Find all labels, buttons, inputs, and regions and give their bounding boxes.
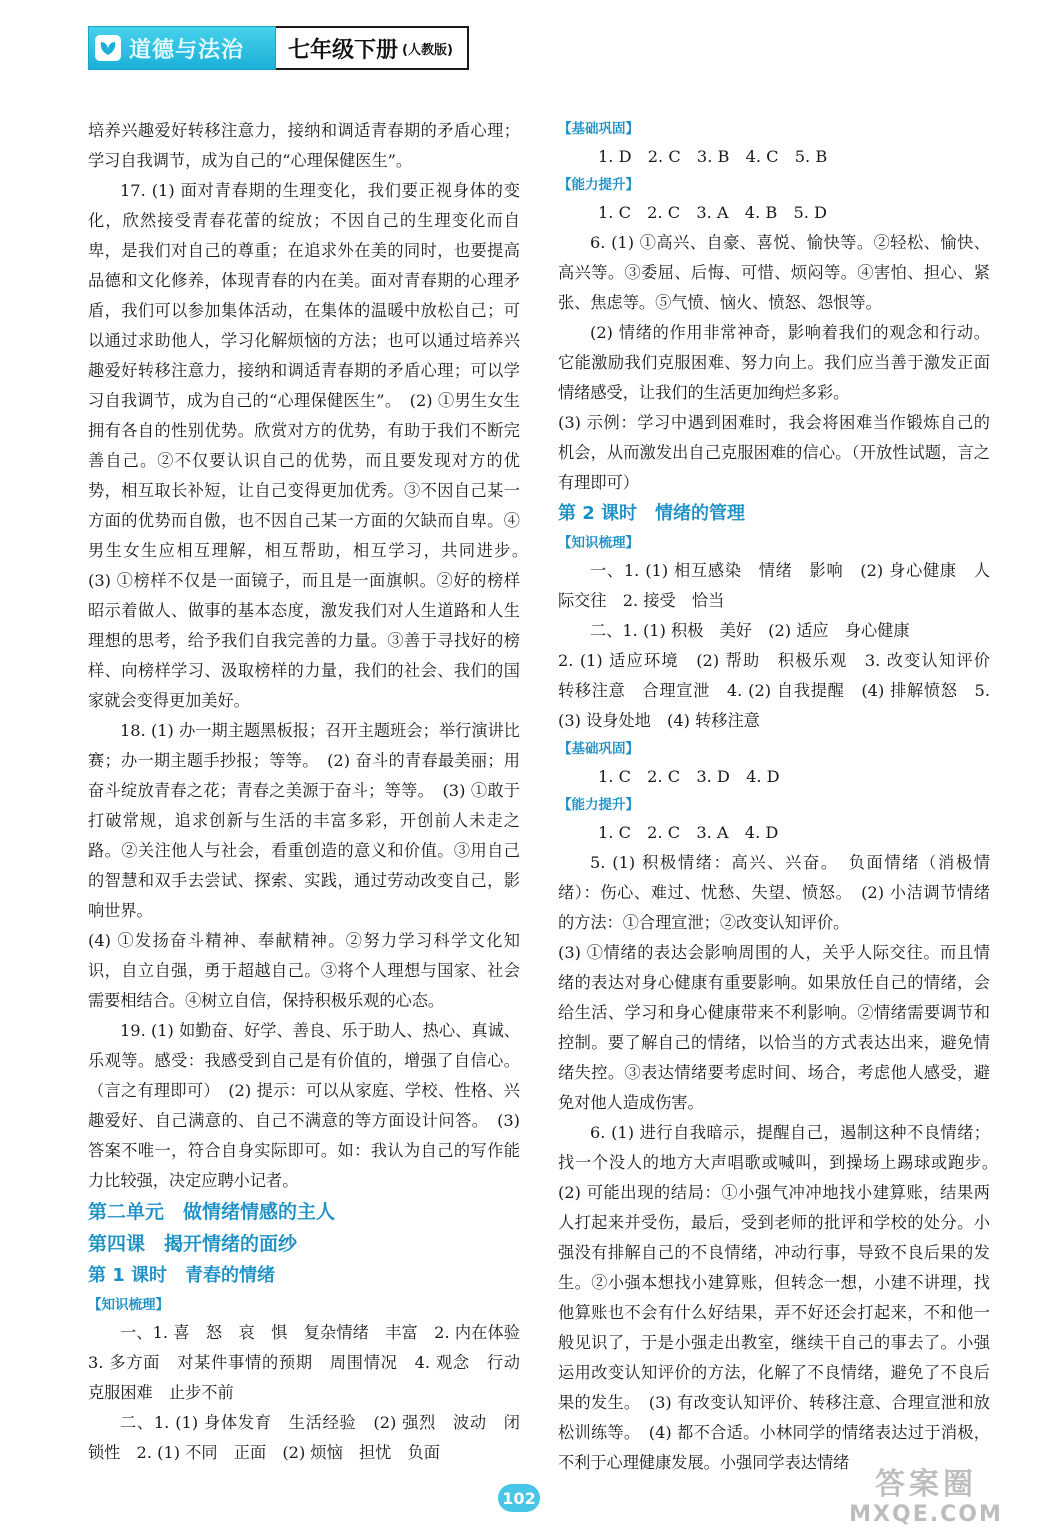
edition-label: (人教版) (402, 42, 453, 58)
answer-paragraph: 18. (1) 办一期主题黑板报；召开主题班会；举行演讲比赛；办一期主题手抄报；等等。 (2) 奋斗的青春最美丽；用奋斗绽放青春之花；青春之美源于奋斗；等等。 (3) ①敢于打破常规，追求创新与生活的丰富多彩，开创前人未走之路。②关注他人与社会，看重创造的意义和价值。③用自己的智慧和双手去尝试、探索、实践，通过劳动改变自己，影响世界。 (88, 721, 520, 920)
leaf-icon (95, 35, 121, 61)
answer-paragraph: (3) ①情绪的表达会影响周围的人，关乎人际交往。而且情绪的表达对身心健康有重要影响。如果放任自己的情绪，会给生活、学习和身心健康带来不利影响。②情绪需要调节和控制。要了解自己的情绪，以恰当的方式表达出来，避免情绪失控。③表达情绪要考虑时间、场合，考虑他人感受，避免对他人造成伤害。 (558, 943, 990, 1112)
page-number: 102 (498, 1484, 540, 1512)
grade-banner (276, 26, 469, 70)
answer-paragraph: 6. (1) ①高兴、自豪、喜悦、愉快等。②轻松、愉快、高兴等。③委屈、后悔、可惜、烦闷等。④害怕、担心、紧张、焦虑等。⑤气愤、恼火、愤怒、怨恨等。 (558, 233, 990, 312)
answer-paragraph: (2) 情绪的作用非常神奇，影响着我们的观念和行动。它能激励我们克服困难、努力向上。我们应当善于激发正面情绪感受，让我们的生活更加绚烂多彩。 (558, 323, 990, 402)
section-label: 【知识梳理】 (558, 535, 639, 551)
answer-paragraph: 6. (1) 进行自我暗示，提醒自己，遏制这种不良情绪；找一个没人的地方大声唱歌或喊叫，到操场上踢球或跑步。 (2) 可能出现的结局：①小强气冲冲地找小建算账，结果两人打起来并受伤，最后，受到老师的批评和学校的处分。小强没有排解自己的不良情绪，冲动行事，导致不良后果的发生。②小强本想找小建算账，但转念一想，小建不讲理，找他算账也不会有什么好结果，弄不好还会打起来，不和他一般见识了，于是小强走出教室，继续干自己的事去了。小强运用改变认知评价的方法，化解了不良情绪，避免了不良后果的发生。 (3) 有改变认知评价、转移注意、合理宣泄和放松训练等。 (4) 都不合适。小林同学的情绪表达过于消极，不利于心理健康发展。小强同学表达情绪 (558, 1123, 1007, 1472)
period-heading: 第 2 课时 情绪的管理 (558, 503, 746, 524)
answer-paragraph: 培养兴趣爱好转移注意力，接纳和调适青春期的矛盾心理；学习自我调节，成为自己的“心理保健医生”。 (88, 121, 520, 170)
section-label: 【能力提升】 (558, 797, 639, 813)
left-column (88, 116, 537, 1468)
watermark-logo (846, 1467, 1006, 1530)
answer-line: 1. C 2. C 3. A 4. D (598, 823, 779, 842)
answer-paragraph: 二、1. (1) 身体发育 生活经验 (2) 强烈 波动 闭锁性 2. (1) 不同 正面 (2) 烦恼 担忧 负面 (88, 1413, 520, 1462)
section-label: 【基础巩固】 (558, 121, 639, 137)
answer-line: 1. C 2. C 3. D 4. D (598, 767, 780, 786)
section-label: 【能力提升】 (558, 177, 639, 193)
watermark-text: 答案圈 (875, 1467, 977, 1502)
answer-line: 1. C 2. C 3. A 4. B 5. D (598, 203, 828, 222)
answer-paragraph: 5. (1) 积极情绪：高兴、兴奋。 负面情绪（消极情绪）：伤心、难过、忧愁、失望、愤怒。 (2) 小洁调节情绪的方法：①合理宣泄；②改变认知评价。 (558, 853, 990, 932)
answer-paragraph: 2. (1) 适应环境 (2) 帮助 积极乐观 3. 改变认知评价 转移注意 合理宣泄 4. (2) 自我提醒 (4) 排解愤怒 5. (3) 设身处地 (4) 转移注意 (558, 651, 1007, 730)
section-label: 【知识梳理】 (88, 1297, 169, 1313)
unit-heading: 第二单元 做情绪情感的主人 (88, 1201, 336, 1223)
subject-banner (88, 26, 276, 70)
answer-paragraph: 17. (1) 面对青春期的生理变化，我们要正视身体的变化，欣然接受青春花蕾的绽放；不因自己的生理变化而自卑，是我们对自己的尊重；在追求外在美的同时，也要提高品德和文化修养，体现青春的内在美。面对青春期的心理矛盾，我们可以参加集体活动，在集体的温暖中放松自己；可以通过求助他人，学习化解烦恼的方法；也可以通过培养兴趣爱好转移注意力，接纳和调适青春期的矛盾心理；可以学习自我调节，成为自己的“心理保健医生”。 (2) ①男生女生拥有各自的性别优势。欣赏对方的优势，有助于我们不断完善自己。②不仅要认识自己的优势，而且要发现对方的优势，相互取长补短，让自己变得更加优秀。③不因自己某一方面的优势而自傲，也不因自己某一方面的欠缺而自卑。④男生女生应相互理解，相互帮助，相互学习，共同进步。 (3) ①榜样不仅是一面镜子，而且是一面旗帜。②好的榜样昭示着做人、做事的基本态度，激发我们对人生道路和人生理想的思考，给予我们自我完善的力量。③善于寻找好的榜样、向榜样学习、汲取榜样的力量，我们的社会、我们的国家就会变得更加美好。 (88, 181, 537, 710)
lesson-heading: 第四课 揭开情绪的面纱 (88, 1233, 298, 1255)
answer-paragraph: 19. (1) 如勤奋、好学、善良、乐于助人、热心、真诚、乐观等。感受：我感受到自己是有价值的，增强了自信心。（言之有理即可） (2) 提示：可以从家庭、学校、性格、兴趣爱好、自己满意的、自己不满意的等方面设计问答。 (3) 答案不唯一，符合自身实际即可。如：我认为自己的写作能力比较强，决定应聘小记者。 (88, 1021, 520, 1190)
watermark-url: MXQE.COM (849, 1502, 1003, 1527)
grade-title: 七年级下册 (288, 37, 399, 63)
answer-line: 1. D 2. C 3. B 4. C 5. B (598, 147, 828, 166)
answer-paragraph: 一、1. (1) 相互感染 情绪 影响 (2) 身心健康 人际交往 2. 接受 恰当 (558, 561, 990, 610)
answer-paragraph: (3) 示例：学习中遇到困难时，我会将困难当作锻炼自己的机会，从而激发出自己克服困难的信心。（开放性试题，言之有理即可） (558, 413, 990, 492)
section-label: 【基础巩固】 (558, 741, 639, 757)
book-header (88, 26, 469, 70)
answer-paragraph: 二、1. (1) 积极 美好 (2) 适应 身心健康 (590, 621, 910, 640)
answer-paragraph: 一、1. 喜 怒 哀 惧 复杂情绪 丰富 2. 内在体验 3. 多方面 对某件事情的预期 周围情况 4. 观念 行动 克服困难 止步不前 (88, 1323, 537, 1402)
subject-title: 道德与法治 (129, 37, 245, 63)
answer-paragraph: (4) ①发扬奋斗精神、奉献精神。②努力学习科学文化知识，自立自强，勇于超越自己。③将个人理想与国家、社会需要相结合。④树立自信，保持积极乐观的心态。 (88, 931, 520, 1010)
period-heading: 第 1 课时 青春的情绪 (88, 1265, 276, 1286)
right-column (558, 116, 1007, 1478)
